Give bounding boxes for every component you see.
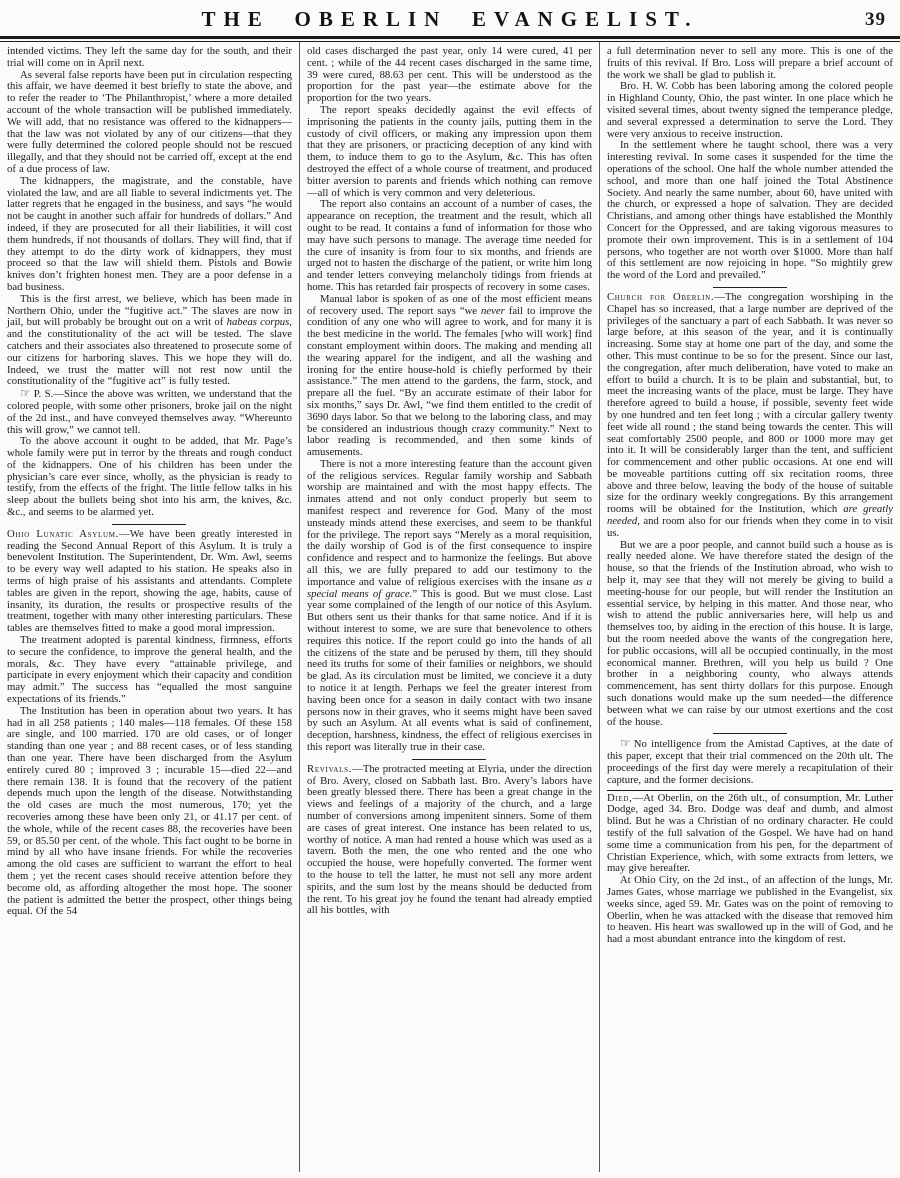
article-paragraph: Revivals.—The protracted meeting at Elyria, under the direction of Bro. Avery, closed on Sabbath last. Bro. Avery’s labors have been greatly blessed there. There has been a great change in the views and feelings of a majority of the church, and a large number of conversions among impenitent sinners. Some of them are cases of great interest. One instance has been related to us, worthy of notice. A man had rented a house which was used as a tavern. Both the men, the one who rented and the one who occupied the house, were hopefully converted. The former went to the house to tell the latter, he must not sell any more ardent spirits, and the sum lost by the means should be deducted from the rent. To his great joy he found the tenant had already emptied all his bottles, with (306, 762, 592, 917)
article-paragraph: Church for Oberlin.—The congregation worshiping in the Chapel has so increased, that a large number are deprived of the privileges of the sanctuary a part of each Sabbath. It was never so large before, at this season of the year, and it is continually increasing. Some stay at home one part of the day, and some the other. This must continue to be so for the present. Since our last, the congregation, after much deliberation, have voted to make an effort to build a church. It is to be plain and substantial, but, to meet the increasing wants of the place, must be large. They have therefore agreed to build a house, if possible, seventy feet wide by one hundred and ten feet long ; with a circular gallery twenty feet wide all round ; the stand being towards the center. This will seat comfortably 2500 people, and 800 or 1000 more may get into it. It will be considerably larger than the tent, and sufficient for commencement and other public occasions. At one end will be moveable partitions cutting off six recitation rooms, three above and three below, leaving the body of the house of suitable size for the ordinary weekly congregations. By this arrangement rooms will be obtained for the Institution, which are greatly needed, and room also for our friends when they come in to visit us. (606, 290, 893, 539)
paragraph: a full determination never to sell any more. This is one of the fruits of this revival. If Bro. Loss will prepare a brief account of the work we shall be glad to publish it. (606, 45, 893, 81)
paragraph: ☞ No intelligence from the Amistad Captives, at the date of this paper, except that their trial commenced on the 20th ult. The proceedings of the first day were merely a recapitulation of their capture, and the former decisions. (606, 736, 893, 786)
paragraph: To the above account it ought to be added, that Mr. Page’s whole family were put in terror by the threats and rough conduct of the kidnappers. One of his children has been under the physician’s care ever since, wholly, as the physician is ready to testify, from the effects of the fright. The little fellow talks in his sleep about the bullets being shot into his arm, the knives, &c. &c., and seems to be alarmed yet. (7, 435, 292, 519)
paragraph: In the settlement where he taught school, there was a very interesting revival. In some cases it suspended for the time the operations of the school. One half the whole number attended the school, and more than one half joined the Total Abstinence Society. And nearly the same number, about 60, have united with the church, or expressed a hope of salvation. They are decided Christians, and among other things have established the Monthly Concert for the Oppressed, and are taking vigorous measures to promote their own improvement. This is in a settlement of 104 persons, who together are not worth over $1000. More than half of this settlement are now rejoicing in hope. “So mightily grew the word of the Lord and prevailed.” (606, 139, 893, 282)
page-number: 39 (865, 9, 886, 30)
paragraph: At Ohio City, on the 2d inst., of an affection of the lungs, Mr. James Gates, whose marriage we published in the Evangelist, six weeks since, aged 59. Mr. Gates was on the point of removing to Oberlin, when he was attacked with the disease that removed him to heaven. His heart was swallowed up in the will of God, and he had a most abundant entrance into the kingdom of rest. (606, 874, 893, 946)
article-paragraph: Ohio Lunatic Asylum.—We have been greatly interested in reading the Second Annual Report of this Asylum. It is truly a benevolent Institution. The Superintendent, Dr. Wm. Awl, seems to be every way well adapted to his station. He speaks also in terms of high praise of his assistants and attendants. Complete tables are given in the report, showing the age, habits, cause of insanity, its duration, the results or prospective results of the treatment, together with many other interesting particulars. These tables are themselves fitted to make a good moral impression. (7, 527, 292, 635)
section-heading: Revivals. (306, 762, 353, 775)
article-paragraph: Died,—At Oberlin, on the 26th ult., of consumption, Mr. Luther Dodge, aged 34. Bro. Dodge was deaf and dumb, and almost blind. But he was a Christian of no ordinary character. He could testify of the full salvation of the Gospel. We have had on hand some time a communication from his pen, for the department of Christian Experience, which, with some extracts from letters, we may give hereafter. (606, 791, 893, 875)
paragraph: But we are a poor people, and cannot build such a house as is really needed alone. We have therefore stated the design of the house, so that the friends of the Institution abroad, who wish to help it, may see that they will not merely be giving to build a meeting-house for our people, but will render the Institution an essential service, by helping in this matter. And those near, who wish to attend the public anniversaries here, will help us and themselves too, by aiding in the erection of this house. It is large, but the room needed above the wants of the congregation here, for public occasions, will all be occupied continually, in the most economical manner. Brethren, will you help us build ? One brother in a neighboring county, who always attends commencement, has sent thirty dollars for this purpose. Enough such donations would make up the sum needed—the difference between what we can raise by our utmost exertions and the cost of the house. (606, 538, 893, 728)
paragraph: As several false reports have been put in circulation respecting this affair, we have deemed it best briefly to state the above, and to refer the reader to ‘The Philanthropist,’ where a more detailed account of the whole transaction will be published immediately. We will add, that no resistance was offered to the kidnappers—that the law was not violated by any of our citizens—that they were fully determined the colored people should not be rescued illegally, and that they should not be carried off, except at the end of a due process of law. (7, 68, 292, 175)
paragraph: old cases discharged the past year, only 14 were cured, 41 per cent. ; while of the 44 recent cases discharged in the same time, 39 were cured, 88.63 per cent. This will be understood as the proportion for the past year—the estimate above for the proportion for the two years. (306, 45, 592, 105)
paragraph: The kidnappers, the magistrate, and the constable, have violated the law, and are all liable to several indictments yet. The latter regrets that he engaged in the business, and says “he would not be caught in another such affair for hundreds of dollars.” And indeed, if they are prosecuted for all their liabilities, it will cost them hundreds, if not thousands of dollars. They will find, that if they attempt to do the dirty work of kidnappers, they must proceed so that the law will shield them. Pistols and Bowie knives don’t frighten honest men. They are a poor defense in a bad business. (7, 174, 292, 293)
section-heading: Died, (606, 791, 633, 804)
paragraph: ☞ P. S.—Since the above was written, we understand that the colored people, with some other prisoners, broke jail on the night of the 2d inst., and have conveyed themselves away. “Whereunto this will grow,” we cannot tell. (7, 386, 292, 436)
paragraph: The treatment adopted is parental kindness, firmness, efforts to secure the confidence, to improve the general health, and the morals, &c. They have every “attainable privilege, and participate in every enjoyment which their capacity and condition may admit.” The success has “equalled the most sanguine expectations of its friends.” (7, 634, 292, 706)
section-rule (607, 790, 893, 791)
section-separator (713, 287, 787, 288)
paragraph: intended victims. They left the same day for the south, and their trial will come on in April next. (7, 45, 292, 69)
section-separator (412, 759, 486, 760)
column-1 (0, 42, 300, 1172)
pointing-hand-icon: ☞ (20, 386, 31, 401)
section-heading: Church for Oberlin. (606, 290, 715, 303)
section-separator (112, 524, 186, 525)
masthead-rule (0, 36, 900, 42)
section-separator (713, 733, 787, 734)
paragraph: The Institution has been in operation about two years. It has had in all 258 patients ; 140 males—118 females. Of these 158 are single, and 100 married. 170 are old cases, or of longer standing than one year ; and 88 recent cases, or of less standing than one year. There have been discharged from the Asylum entirely cured 80 ; improved 3 ; incurable 15—died 22—and there remain 138. It is found that the recovery of the patient depends much upon the length of the disease. Notwithstanding the old cases are much the most numerous, 170; yet the recoveries among these have been only 21, or 41.17 per cent. of the whole, while of the recent cases 88, the recoveries have been 59, or 85.50 per cent. of the whole. This fact ought to be borne in mind by all who have insane friends. For while the recoveries among the old cases are sufficient to warrant the effort to heal them ; yet the recent cases should receive attention before they become old, as affording altogether the most hope. The sooner the patient is admitted the better the prospect, other things being equal. Of the 54 (7, 704, 292, 918)
paragraph: This is the first arrest, we believe, which has been made in Northern Ohio, under the “fugitive act.” The slaves are now in jail, but will probably be brought out on a writ of habeas corpus, and the constitutionality of the act will be tested. The slave catchers and their associates also threatened to prosecute some of our citizens for harboring slaves. This we hope they will do. Indeed, we trust the matter will not rest now until the constitutionality of the “fugitive act” is fully tested. (7, 292, 292, 388)
column-3 (600, 42, 900, 1172)
paragraph: Manual labor is spoken of as one of the most efficient means of recovery used. The report says “we never fail to improve the condition of any one who will agree to work, and for many it is the best medicine in the world. The females [who will work] find constant employment within doors. The making and mending all the wearing apparel for the indigent, and all the washing and ironing for the entire house-hold is chiefly performed by their assistance.” The men attend to the gardens, the farm, stock, and prepare all the fuel. “By an accurate estimate of their labor for six months,” says Dr. Awl, “we find them entitled to the credit of 3690 days labor. So that we belong to the laboring class, and may be considered an industrious though crazy community.” Next to labor reading is recommended, and then some kinds of amusements. (306, 292, 592, 459)
paragraph: Bro. H. W. Cobb has been laboring among the colored people in Highland County, Ohio, the past winter. In one place which he visited several times, about twenty signed the temperance pledge, and several expressed a determination to serve the Lord. They were very anxious to receive instruction. (606, 80, 893, 140)
paragraph: The report speaks decidedly against the evil effects of imprisoning the patients in the county jails, putting them in the custody of civil officers, or making any impression upon them that they are prisoners, or practicing deception of any kind with them, to induce them to go to the Asylum, &c. This has often destroyed the effect of a whole course of treatment, and produced bitter aversion to parents and friends which nothing can remove—all of which is very common and very deleterious. (306, 103, 592, 199)
masthead (0, 0, 900, 42)
paragraph: The report also contains an account of a number of cases, the appearance on reception, the treatment and the result, which all ought to be read. It contains a fund of information for those who may have such persons to manage. The average time needed for the cure of insanity is from four to six months, and friends are urged not to hasten the discharge of the patient, or write him long and tender letters conveying melancholy tidings from friends at home. This has retarded fair prospects of recovery in some cases. (306, 198, 592, 293)
masthead-title: THE OBERLIN EVANGELIST. (201, 7, 699, 31)
page-columns (0, 42, 900, 1172)
column-2 (300, 42, 600, 1172)
pointing-hand-icon: ☞ (619, 736, 631, 751)
paragraph: There is not a more interesting feature than the account given of the religious services. Regular family worship and Sabbath worship are maintained and with the most happy effects. The inmates attend and not only conduct properly but seem to manifest respect and reverence for God. Many of the most unsteady minds attend these exercises, and seem to be thankful for the privilege. The report says “Merely as a moral requisition, the daily worship of God is of the first consequence to inspire confidence and respect and to harmonize the feelings. But above all this, we are fully prepared to add our testimony to the importance and value of religious exercises with the insane as a special means of grace.” This is good. But we must close. Last year some complained of the length of our notice of this Asylum. But others sent us their thanks for that same notice. And if it is without interest to some, we are sure that benevolence to others requires this notice. If the report could go into the hands of all the citizens of the state and be perused by them, till they should need its truths for some of their families or neighbors, we should be glad. As its circulation must be limited, we concieve it a duty to notice it at length. Perhaps we feel the greater interest from having been once for a season in daily contact with two insane persons now in their graves, who it seems might have been saved by such an Asylum. At all events what is said of confinement, deception, harshness, kindness, the effect of religious exercises in this report was literally true in their case. (306, 457, 592, 754)
section-heading: Ohio Lunatic Asylum. (7, 527, 120, 540)
